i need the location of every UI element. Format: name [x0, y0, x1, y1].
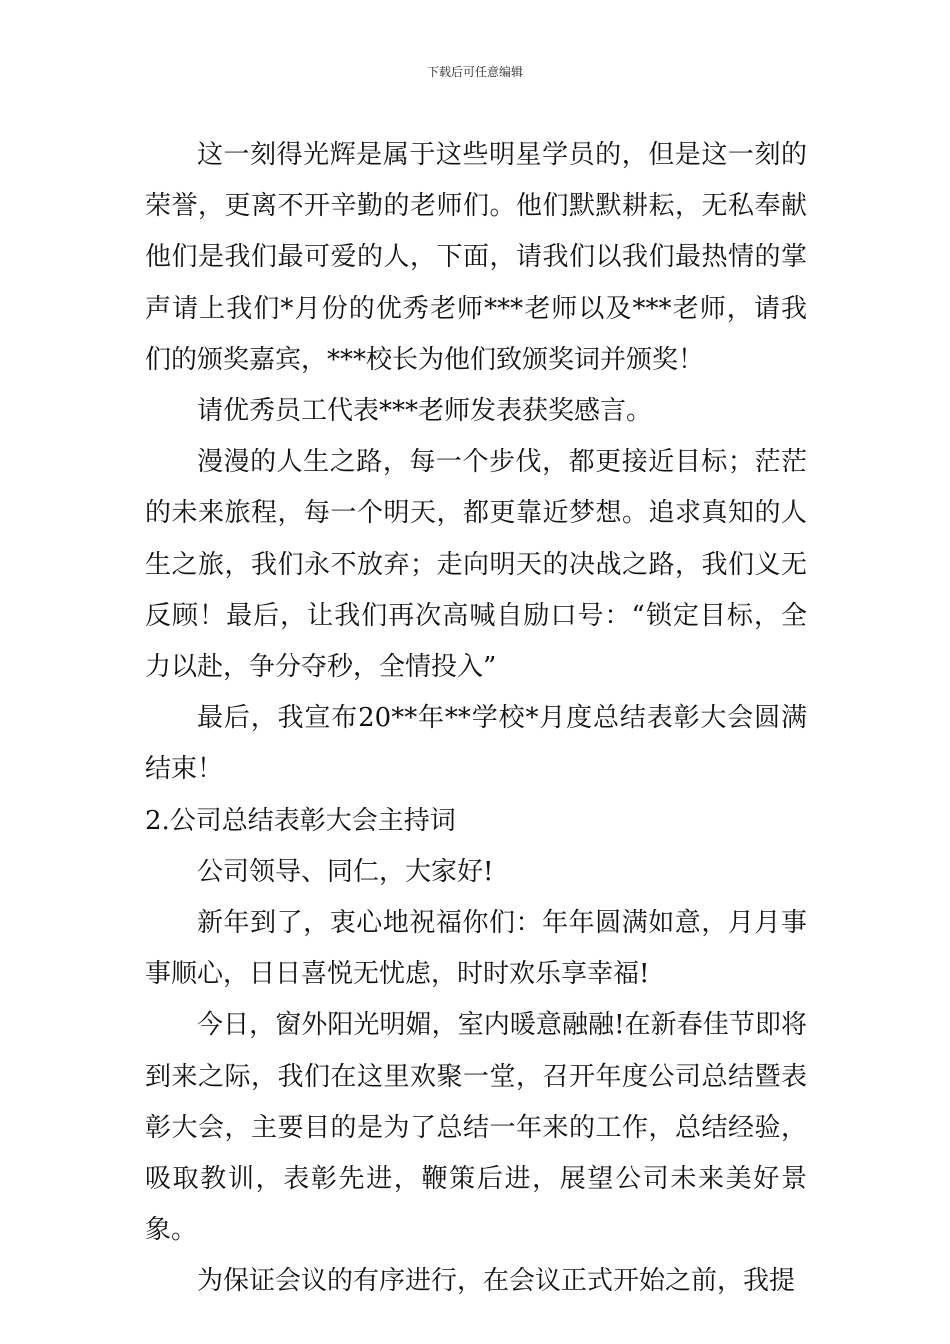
paragraph-award-teachers: 这一刻得光辉是属于这些明星学员的，但是这一刻的荣誉，更离不开辛勤的老师们。他们默默耕耘，无私奉献他们是我们最可爱的人，下面，请我们以我们最热情的掌声请上我们*月份的优秀老师***老师以及***老师，请我们的颁奖嘉宾，***校长为他们致颁奖词并颁奖！: [145, 140, 807, 375]
paragraph-motivational-slogan: 漫漫的人生之路，每一个步伐，都更接近目标；茫茫的未来旅程，每一个明天，都更靠近梦想。追求真知的人生之旅，我们永不放弃；走向明天的决战之路，我们义无反顾！最后，让我们再次高喊自励口号：“锁定目标，全力以赴，争分夺秒，全情投入”: [145, 447, 807, 683]
paragraph-meeting-purpose: 今日，窗外阳光明媚，室内暖意融融!在新春佳节即将到来之际，我们在这里欢聚一堂，召开年度公司总结暨表彰大会，主要目的是为了总结一年来的工作，总结经验，吸取教训，表彰先进，鞭策后进，展望公司未来美好景象。: [145, 1010, 807, 1246]
paragraph-greeting: 公司领导、同仁，大家好!: [197, 856, 494, 887]
page-header-note: 下载后可任意编辑: [426, 65, 523, 79]
paragraph-meeting-order: 为保证会议的有序进行，在会议正式开始之前，我提: [197, 1266, 796, 1297]
document-body: [145, 130, 807, 1308]
paragraph-acceptance-speech: 请优秀员工代表***老师发表获奖感言。: [197, 396, 653, 427]
paragraph-closing-announcement: 最后，我宣布20**年**学校*月度总结表彰大会圆满结束！: [145, 703, 807, 785]
paragraph-new-year-wishes: 新年到了，衷心地祝福你们：年年圆满如意，月月事事顺心，日日喜悦无忧虑，时时欢乐享幸福!: [145, 908, 807, 990]
section-heading: 2.公司总结表彰大会主持词: [145, 805, 456, 836]
